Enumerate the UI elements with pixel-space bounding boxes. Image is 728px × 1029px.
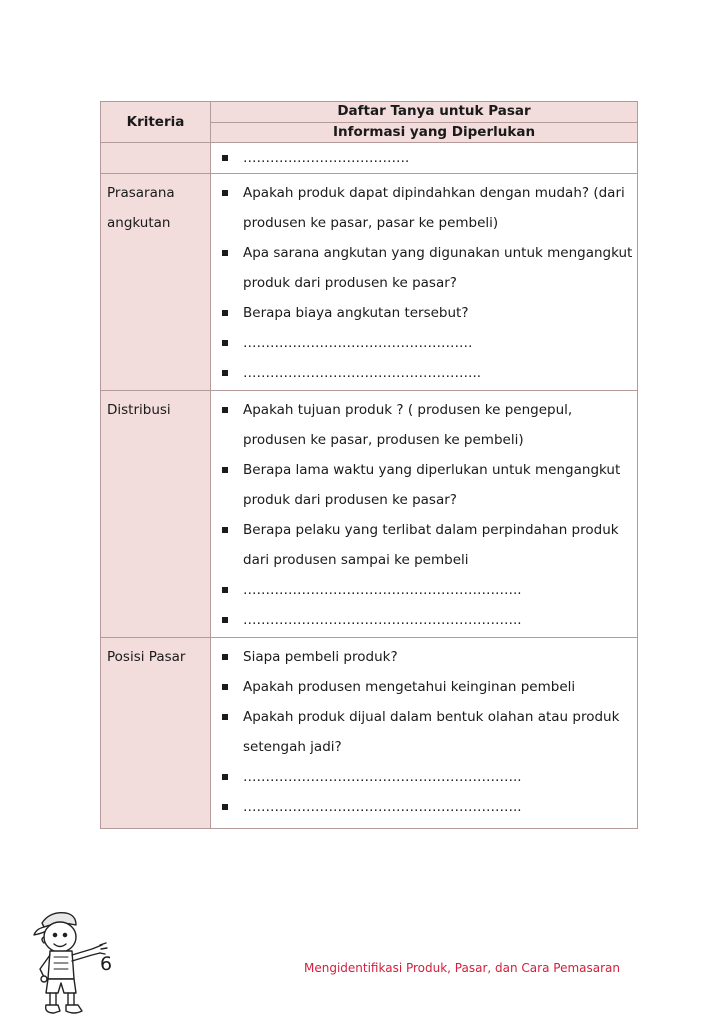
table-row (101, 391, 638, 638)
criterion-cell-blank (101, 143, 211, 174)
list-item: …………………………………………………….. (211, 792, 637, 822)
header-kriteria: Kriteria (126, 114, 185, 130)
criterion-cell (101, 638, 211, 829)
question-table (100, 101, 638, 829)
list-item: Apakah produsen mengetahui keinginan pembeli (211, 672, 637, 702)
items-cell-blank (211, 143, 638, 174)
items-cell (211, 174, 638, 391)
list-item: Apakah produk dapat dipindahkan dengan mudah? (dari produsen ke pasar, pasar ke pembeli) (211, 178, 637, 238)
list-item: Berapa biaya angkutan tersebut? (211, 298, 637, 328)
criterion-label: Prasarana (107, 185, 175, 201)
criterion-label: Distribusi (107, 402, 171, 418)
list-item: Berapa lama waktu yang diperlukan untuk mengangkut produk dari produsen ke pasar? (211, 455, 637, 515)
items-cell (211, 638, 638, 829)
list-item: ………………………………. (211, 143, 637, 173)
list-item: Siapa pembeli produk? (211, 642, 637, 672)
criterion-label: Posisi Pasar (107, 649, 186, 665)
list-item: …………………………………………………….. (211, 575, 637, 605)
list-item: …………………………………………….. (211, 358, 637, 388)
table-row (101, 174, 638, 391)
boy-mascot-icon (30, 905, 113, 1017)
header-title-2: Informasi yang Diperlukan (332, 123, 536, 140)
list-item: Berapa pelaku yang terlibat dalam perpindahan produk dari produsen sampai ke pembeli (211, 515, 637, 575)
header-kriteria-cell (101, 102, 211, 143)
header-title-cell-2 (211, 122, 638, 143)
list-item: Apakah produk dijual dalam bentuk olahan atau produk setengah jadi? (211, 702, 637, 762)
table-row-blank (101, 143, 638, 174)
list-item: …………………………………………………….. (211, 605, 637, 635)
header-title-cell-1 (211, 102, 638, 123)
table-row (101, 638, 638, 829)
list-item: Apa sarana angkutan yang digunakan untuk mengangkut produk dari produsen ke pasar? (211, 238, 637, 298)
items-cell (211, 391, 638, 638)
header-title-1: Daftar Tanya untuk Pasar (337, 103, 531, 119)
page-number: 6 (100, 953, 113, 975)
list-item: …………………………………………… (211, 328, 637, 358)
criterion-cell (101, 174, 211, 391)
list-item: Apakah tujuan produk ? ( produsen ke pengepul, produsen ke pasar, produsen ke pembeli) (211, 395, 637, 455)
criterion-label: angkutan (107, 215, 171, 231)
running-footer-title: Mengidentifikasi Produk, Pasar, dan Cara Pemasaran (303, 961, 620, 975)
criterion-cell (101, 391, 211, 638)
list-item: …………………………………………………….. (211, 762, 637, 792)
table-header-row (101, 102, 638, 123)
